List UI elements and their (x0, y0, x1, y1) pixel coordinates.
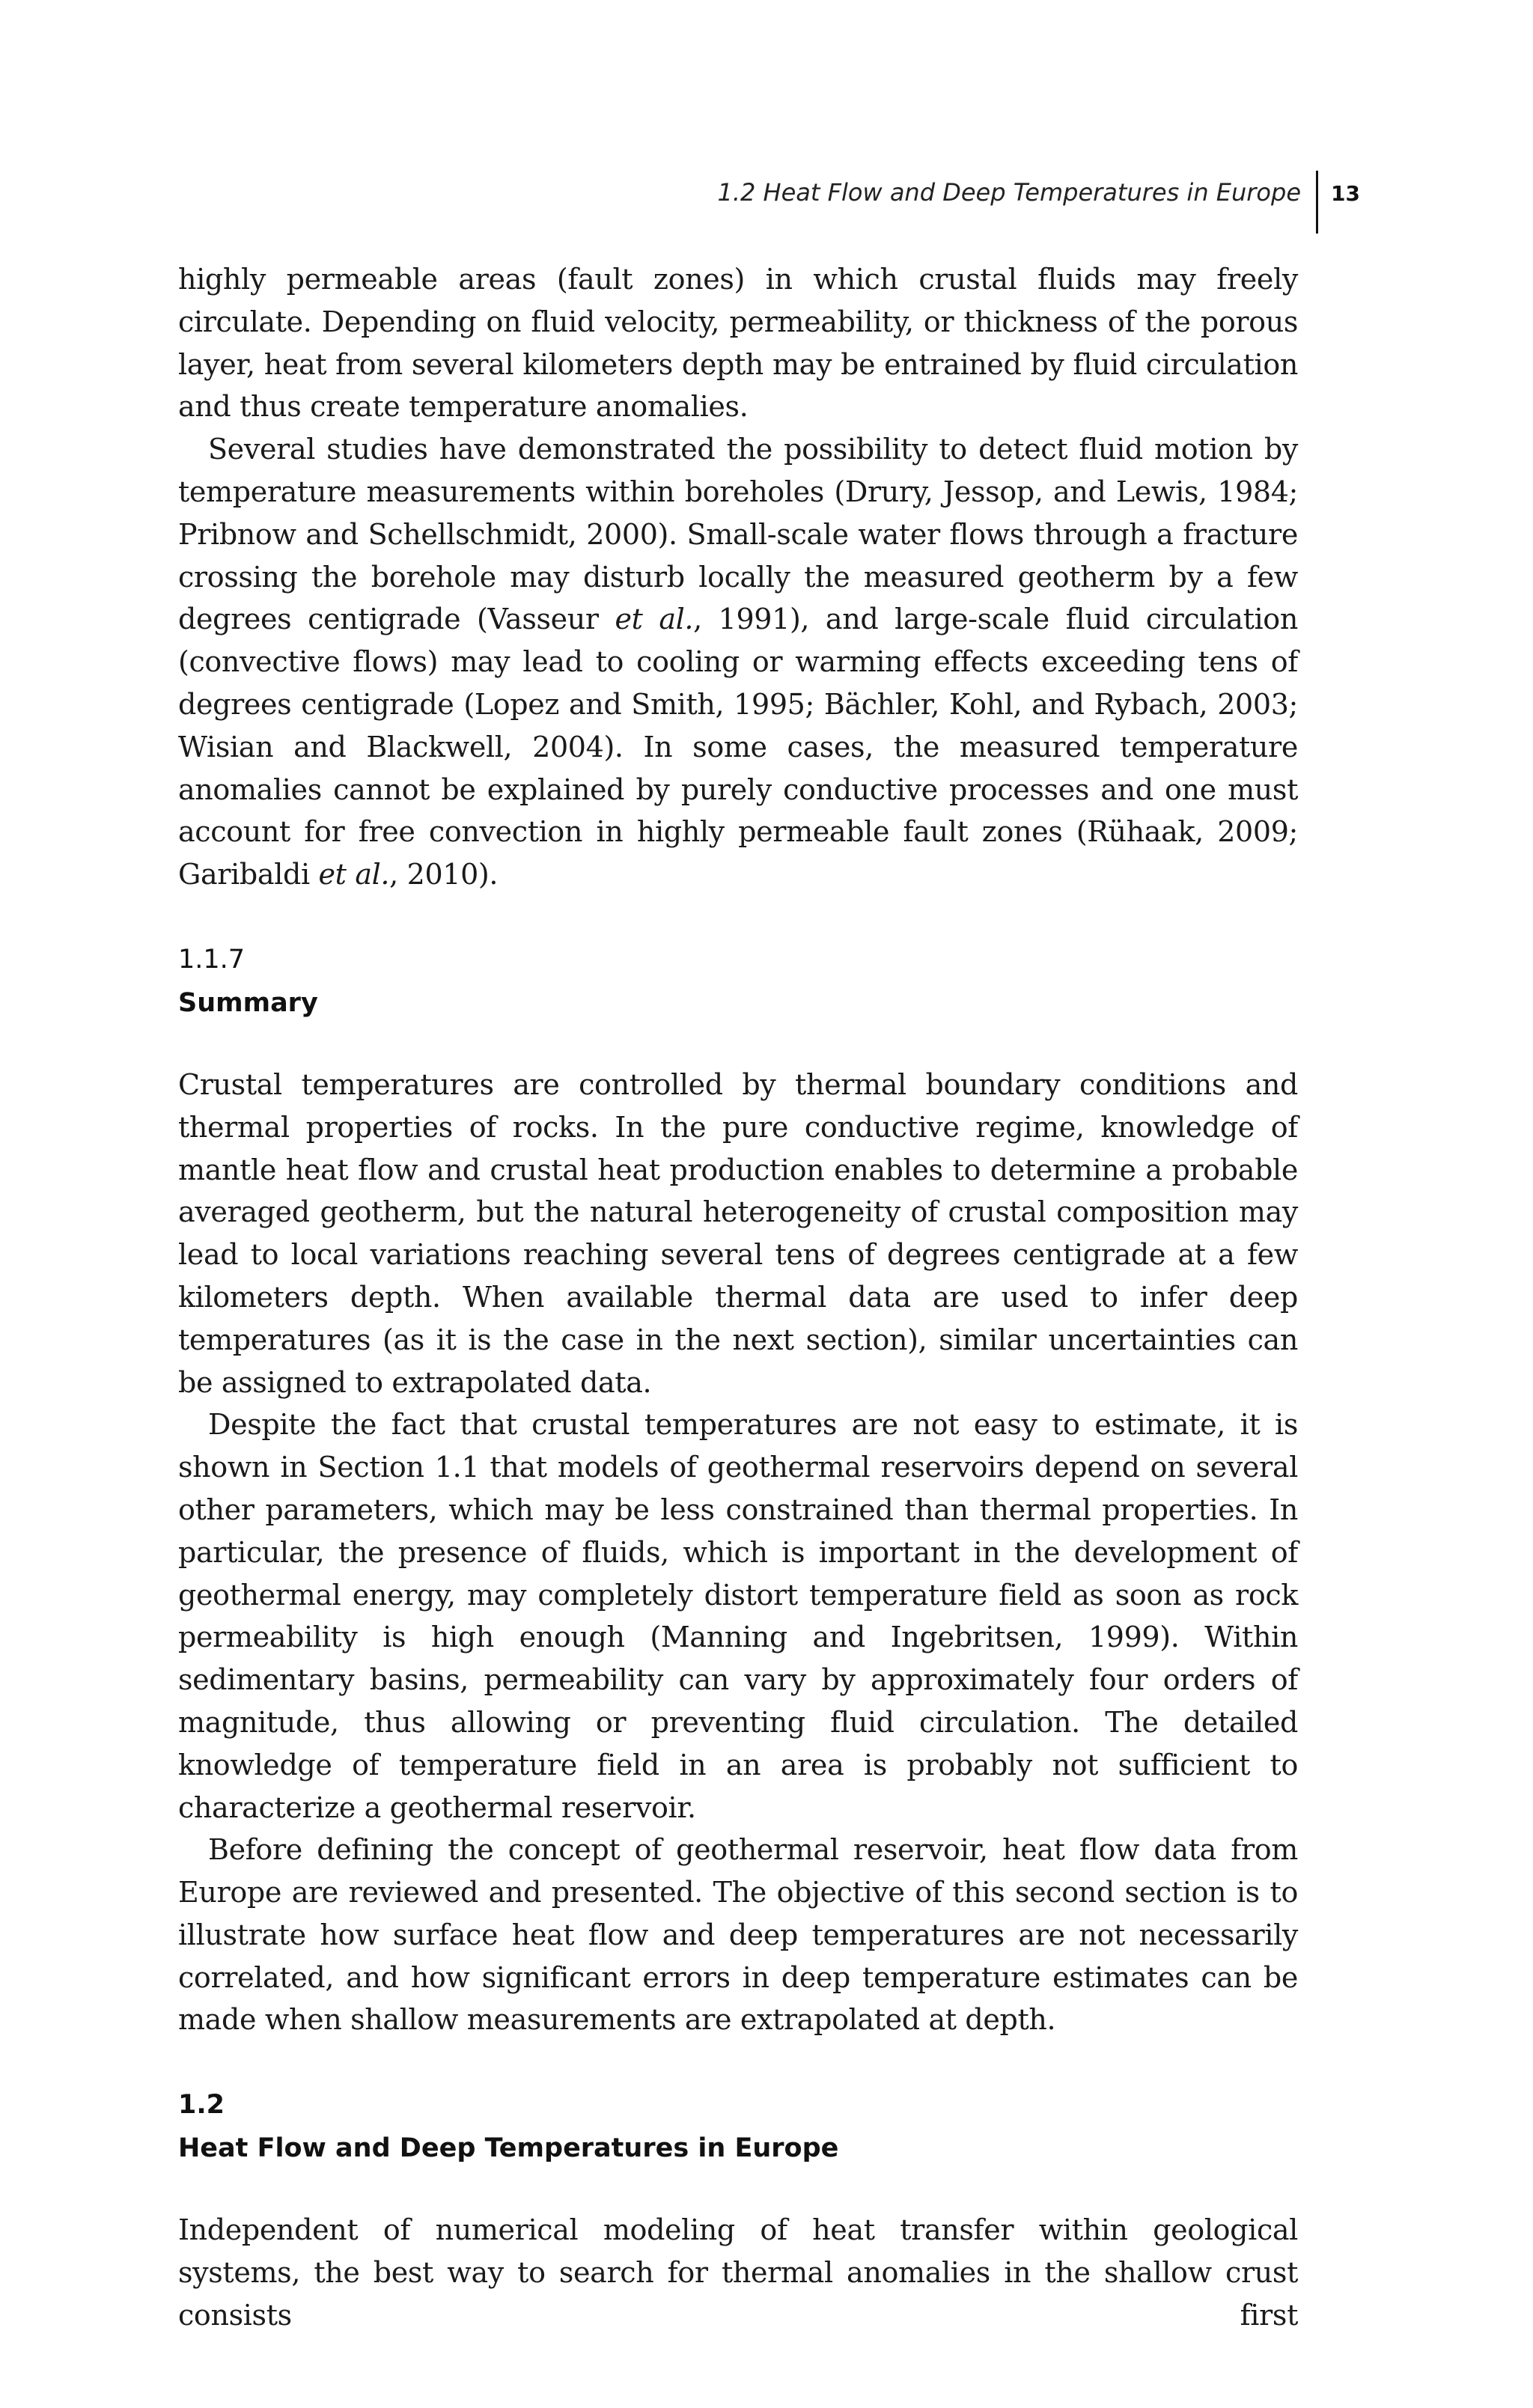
section-title: Summary (178, 987, 318, 1018)
paragraph-2-part-c: , 1991), and large-scale fluid circulation (convective flows) may lead to cooling or warming effects exceeding tens of degrees centigrade (Lopez and Smith, 1995; Bächler, Kohl, and Rybach, 2003; Wisian and Blackwell, 2004). In some cases, the measured temperature anomalies cannot be explained by purely conductive processes and one must account for free convection in highly permeable fault zones (Rühaak, 2009; Garibaldi (178, 603, 1298, 891)
section-heading-1-1-7 (178, 938, 1298, 1025)
section-heading-1-2 (178, 2083, 1298, 2170)
paragraph-1: highly permeable areas (fault zones) in which crustal fluids may freely circulate. Depending on fluid velocity, permeability, or thickness of the porous layer, heat from several kilometers depth may be entrained by fluid circulation and thus create temperature anomalies. (178, 263, 1298, 424)
paragraph-2 (178, 428, 1298, 896)
paragraph-5: Before defining the concept of geothermal reservoir, heat flow data from Europe are reviewed and presented. The objective of this second section is to illustrate how surface heat flow and deep temperatures are not necessarily correlated, and how significant errors in deep temperature estimates can be made when shallow measurements are extrapolated at depth. (178, 1833, 1298, 2037)
paragraph-2-part-a: Several studies have demonstrated the possibility to detect fluid motion by temperature measurements within boreholes (Drury, Jessop, and Lewis, 1984; Pribnow and Schellschmidt, 2000). Small-scale water flows through a fracture crossing the borehole may disturb locally the measured geotherm by a few degrees centigrade (Vasseur (178, 433, 1298, 636)
paragraph-2-part-e: , 2010). (389, 858, 499, 891)
section-title: Heat Flow and Deep Temperatures in Europe (178, 2133, 839, 2164)
page-number: 13 (1331, 181, 1360, 206)
body-text (178, 258, 1298, 2337)
paragraph-6: Independent of numerical modeling of heat transfer within geological systems, the best way to search for thermal anomalies in the shallow crust consists first (178, 2213, 1298, 2332)
paragraph-4: Despite the fact that crustal temperatures are not easy to estimate, it is shown in Section 1.1 that models of geothermal reservoirs depend on several other parameters, which may be less constrained than thermal properties. In particular, the presence of fluids, which is important in the development of geothermal energy, may completely distort temperature field as soon as rock permeability is high enough (Manning and Ingebritsen, 1999). Within sedimentary basins, permeability can vary by approximately four orders of magnitude, thus allowing or preventing fluid circulation. The detailed knowledge of temperature field in an area is probably not sufficient to characterize a geothermal reservoir. (178, 1408, 1298, 1824)
header-rule (1316, 171, 1318, 234)
section-number: 1.1.7 (178, 944, 246, 975)
running-head: 1.2 Heat Flow and Deep Temperatures in Europe (717, 178, 1301, 207)
paragraph-3: Crustal temperatures are controlled by thermal boundary conditions and thermal properties of rocks. In the pure conductive regime, knowledge of mantle heat flow and crustal heat production enables to determine a probable averaged geotherm, but the natural heterogeneity of crustal composition may lead to local variations reaching several tens of degrees centigrade at a few kilometers depth. When available thermal data are used to infer deep temperatures (as it is the case in the next section), similar uncertainties can be assigned to extrapolated data. (178, 1067, 1298, 1399)
citation-et-al: et al. (615, 603, 694, 636)
citation-et-al: et al. (318, 858, 390, 891)
section-number: 1.2 (178, 2090, 225, 2121)
